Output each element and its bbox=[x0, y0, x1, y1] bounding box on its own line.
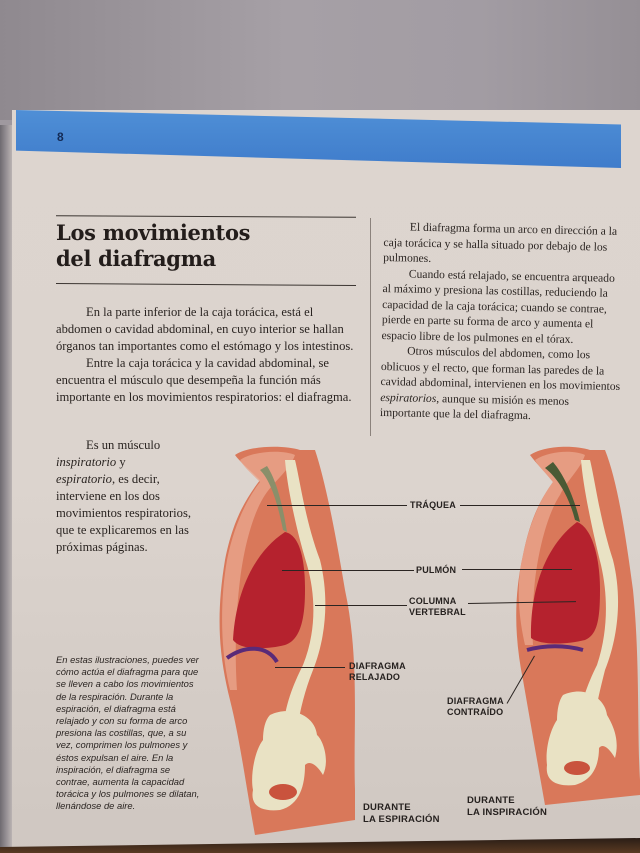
left-paragraph-2: Entre la caja torácica y la cavidad abdominal, se encuentra el músculo que desempeña la función más importante en los movimientos respiratorios: el diafragma. bbox=[56, 356, 352, 404]
label-during-exhalation bbox=[363, 802, 440, 826]
label-inhale-line2: LA INSPIRACIÓN bbox=[467, 807, 548, 818]
label-during-inhalation bbox=[467, 795, 547, 819]
leader-trachea-right bbox=[460, 505, 580, 506]
right-paragraph-1: El diafragma forma un arco en dirección a la caja torácica y se halla situado por debajo de los pulmones. bbox=[383, 220, 618, 265]
wall-background bbox=[0, 0, 640, 120]
label-exhale-line2: LA ESPIRACIÓN bbox=[363, 814, 440, 825]
leader-trachea-left bbox=[267, 505, 407, 506]
label-spine-line1: COLUMNA bbox=[409, 596, 457, 606]
label-inhale-line1: DURANTE bbox=[467, 795, 515, 806]
right-paragraph-3 bbox=[380, 343, 622, 426]
right-column-text bbox=[380, 219, 624, 425]
label-diaphragm-relaxed bbox=[349, 661, 406, 683]
rp3-italic: espiratorios bbox=[380, 390, 437, 405]
column-divider bbox=[370, 218, 371, 436]
left-column-text-narrow bbox=[56, 437, 211, 556]
label-spine bbox=[409, 596, 466, 618]
p3-italic-espiratorio: espiratorio bbox=[56, 472, 112, 486]
label-contracted-line2: CONTRAÍDO bbox=[447, 707, 504, 717]
label-spine-line2: VERTEBRAL bbox=[409, 607, 466, 617]
label-relaxed-line2: RELAJADO bbox=[349, 672, 401, 682]
label-contracted-line1: DIAFRAGMA bbox=[447, 696, 504, 706]
article-title bbox=[56, 220, 356, 272]
label-trachea: TRÁQUEA bbox=[410, 500, 456, 510]
title-line-1: Los movimientos bbox=[56, 220, 251, 245]
leader-lung-right bbox=[462, 569, 572, 570]
right-paragraph-2: Cuando está relajado, se encuentra arqueado al máximo y presiona las costillas, reduciendo la capacidad de la caja torácica; cuando se contrae, pierde en parte su forma de arco y aumenta el espacio libre de los pulmones en el tórax. bbox=[381, 267, 615, 346]
rp3-start: Otros músculos del abdomen, como los oblicuos y el recto, que forman las paredes de la cavidad abdominal, intervienen en los movimientos bbox=[380, 344, 621, 393]
p3-start: Es un músculo bbox=[86, 438, 161, 452]
left-column-text bbox=[56, 304, 356, 406]
title-line-2: del diafragma bbox=[56, 246, 216, 271]
leader-diaphragm-relaxed bbox=[275, 667, 345, 668]
page-number: 8 bbox=[57, 130, 64, 144]
illustration-exhalation bbox=[205, 440, 365, 840]
p3-rest: , es decir, interviene en los dos movimientos respiratorios, que te explicaremos en las próximas páginas. bbox=[56, 472, 192, 554]
label-diaphragm-contracted bbox=[447, 696, 504, 718]
leader-lung-left bbox=[282, 570, 414, 571]
left-paragraph-3 bbox=[56, 437, 211, 556]
illustration-inhalation bbox=[505, 440, 640, 810]
label-relaxed-line1: DIAFRAGMA bbox=[349, 661, 406, 671]
p3-and: y bbox=[116, 455, 126, 469]
p3-italic-inspiratorio: inspiratorio bbox=[56, 455, 117, 469]
leader-spine-left bbox=[315, 605, 407, 606]
label-exhale-line1: DURANTE bbox=[363, 802, 411, 813]
label-lung: PULMÓN bbox=[416, 565, 457, 575]
rp3-end: , aunque su misión es menos importante que la del diafragma. bbox=[379, 391, 570, 423]
left-paragraph-1: En la parte inferior de la caja torácica, está el abdomen o cavidad abdominal, en cuyo interior se hallan órganos tan importantes como el estómago y los intestinos. bbox=[56, 305, 354, 353]
illustration-caption: En estas ilustraciones, puedes ver cómo actúa el diafragma para que se lleven a cabo los movimientos de la respiración. Durante la espiración, el diafragma está relajado y con su forma de arco presiona las costillas, que, a su vez, comprimen los pulmones y éstos expulsan el aire. En la inspiración, el diafragma se contrae, aumenta la capacidad torácica y los pulmones se dilatan, llenándose de aire. bbox=[56, 654, 200, 812]
